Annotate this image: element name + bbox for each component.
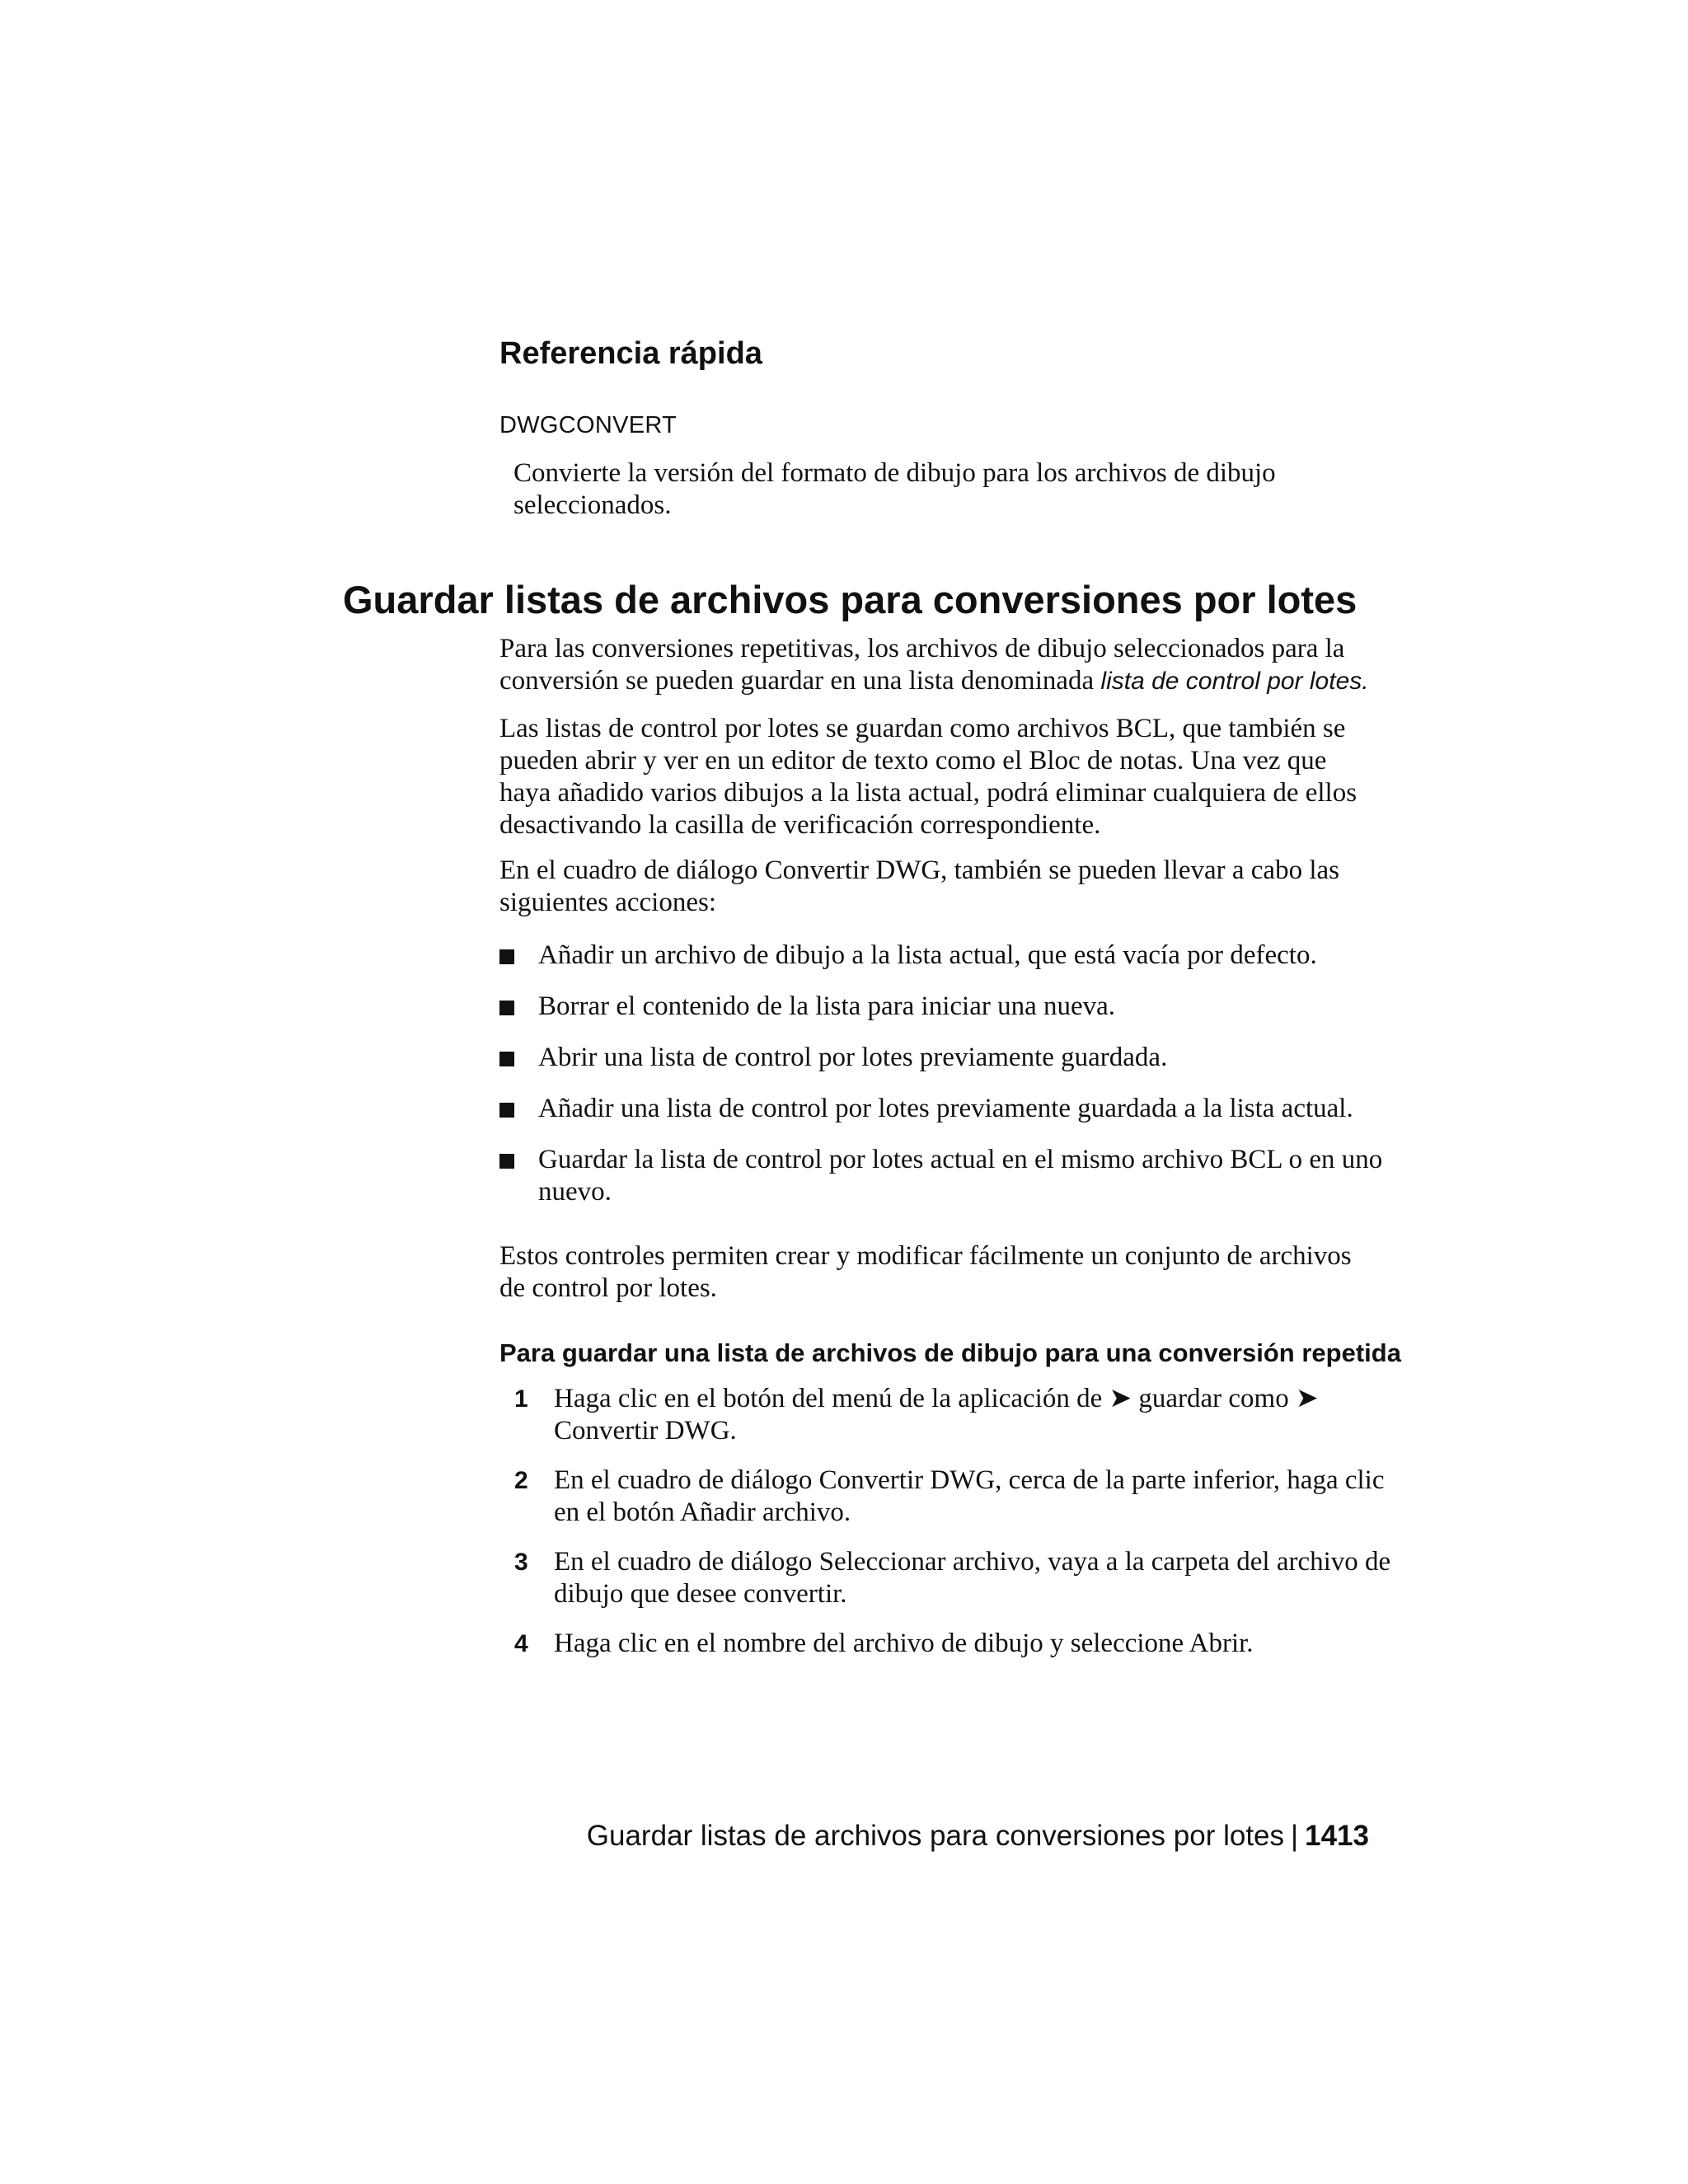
defined-term: lista de control por lotes. [1100, 668, 1369, 695]
actions-list [499, 940, 1390, 1227]
list-item-text: Borrar el contenido de la lista para iniciar una nueva. [538, 991, 1116, 1021]
footer-separator: | [1291, 1820, 1299, 1852]
step-number: 1 [514, 1385, 528, 1413]
procedure-steps [511, 1383, 1393, 1677]
list-item [499, 1093, 1390, 1125]
procedure-step [511, 1546, 1393, 1610]
square-bullet-icon [499, 1052, 514, 1066]
square-bullet-icon [499, 1103, 514, 1118]
step-text: Haga clic en el nombre del archivo de dibujo y seleccione Abrir. [554, 1629, 1254, 1658]
procedure-heading: Para guardar una lista de archivos de dibujo para una conversión repetida [499, 1338, 1401, 1367]
step-number: 3 [514, 1549, 528, 1576]
command-name: DWGCONVERT [499, 412, 678, 438]
list-item [499, 940, 1390, 972]
list-item [499, 1144, 1390, 1208]
square-bullet-icon [499, 1001, 514, 1015]
square-bullet-icon [499, 1154, 514, 1169]
list-item-text: Abrir una lista de control por lotes previamente guardada. [538, 1043, 1168, 1072]
list-item [499, 1042, 1390, 1074]
procedure-step [511, 1383, 1393, 1447]
step-text: En el cuadro de diálogo Convertir DWG, cerca de la parte inferior, haga clic en el botón Añadir archivo. [554, 1465, 1385, 1527]
intro-paragraph [499, 633, 1381, 697]
step-text: En el cuadro de diálogo Seleccionar archivo, vaya a la carpeta del archivo de dibujo que desee convertir. [554, 1547, 1391, 1609]
page-footer [587, 1820, 1369, 1853]
procedure-step [511, 1465, 1393, 1529]
procedure-step [511, 1628, 1393, 1660]
intro-paragraph-text: Para las conversiones repetitivas, los archivos de dibujo seleccionados para la conversión se pueden guardar en una lista denominada [499, 634, 1345, 696]
list-item-text: Guardar la lista de control por lotes actual en el mismo archivo BCL o en uno nuevo. [538, 1145, 1383, 1207]
section-heading: Guardar listas de archivos para conversiones por lotes [343, 578, 1357, 621]
quick-reference-heading: Referencia rápida [499, 336, 762, 371]
list-item-text: Añadir un archivo de dibujo a la lista actual, que está vacía por defecto. [538, 940, 1317, 970]
command-description: Convierte la versión del formato de dibujo para los archivos de dibujo seleccionados. [513, 458, 1276, 520]
list-item-text: Añadir una lista de control por lotes previamente guardada a la lista actual. [538, 1094, 1353, 1123]
controls-paragraph: Estos controles permiten crear y modificar fácilmente un conjunto de archivos de control por lotes. [499, 1241, 1352, 1303]
square-bullet-icon [499, 949, 514, 964]
step-text: Haga clic en el botón del menú de la aplicación de ➤ guardar como ➤ Convertir DWG. [554, 1384, 1319, 1446]
list-item [499, 991, 1390, 1023]
actions-intro-paragraph: En el cuadro de diálogo Convertir DWG, también se pueden llevar a cabo las siguientes acciones: [499, 855, 1339, 917]
bcl-paragraph: Las listas de control por lotes se guardan como archivos BCL, que también se pueden abrir y ver en un editor de texto como el Bloc de notas. Una vez que haya añadido varios dibujos a la lista actual, podrá eliminar cualquiera de ellos desactivando la casilla de verificación correspondiente. [499, 714, 1357, 840]
page-number: 1413 [1305, 1820, 1369, 1852]
footer-title: Guardar listas de archivos para conversiones por lotes [586, 1820, 1285, 1852]
step-number: 2 [514, 1467, 528, 1494]
step-number: 4 [514, 1630, 528, 1657]
